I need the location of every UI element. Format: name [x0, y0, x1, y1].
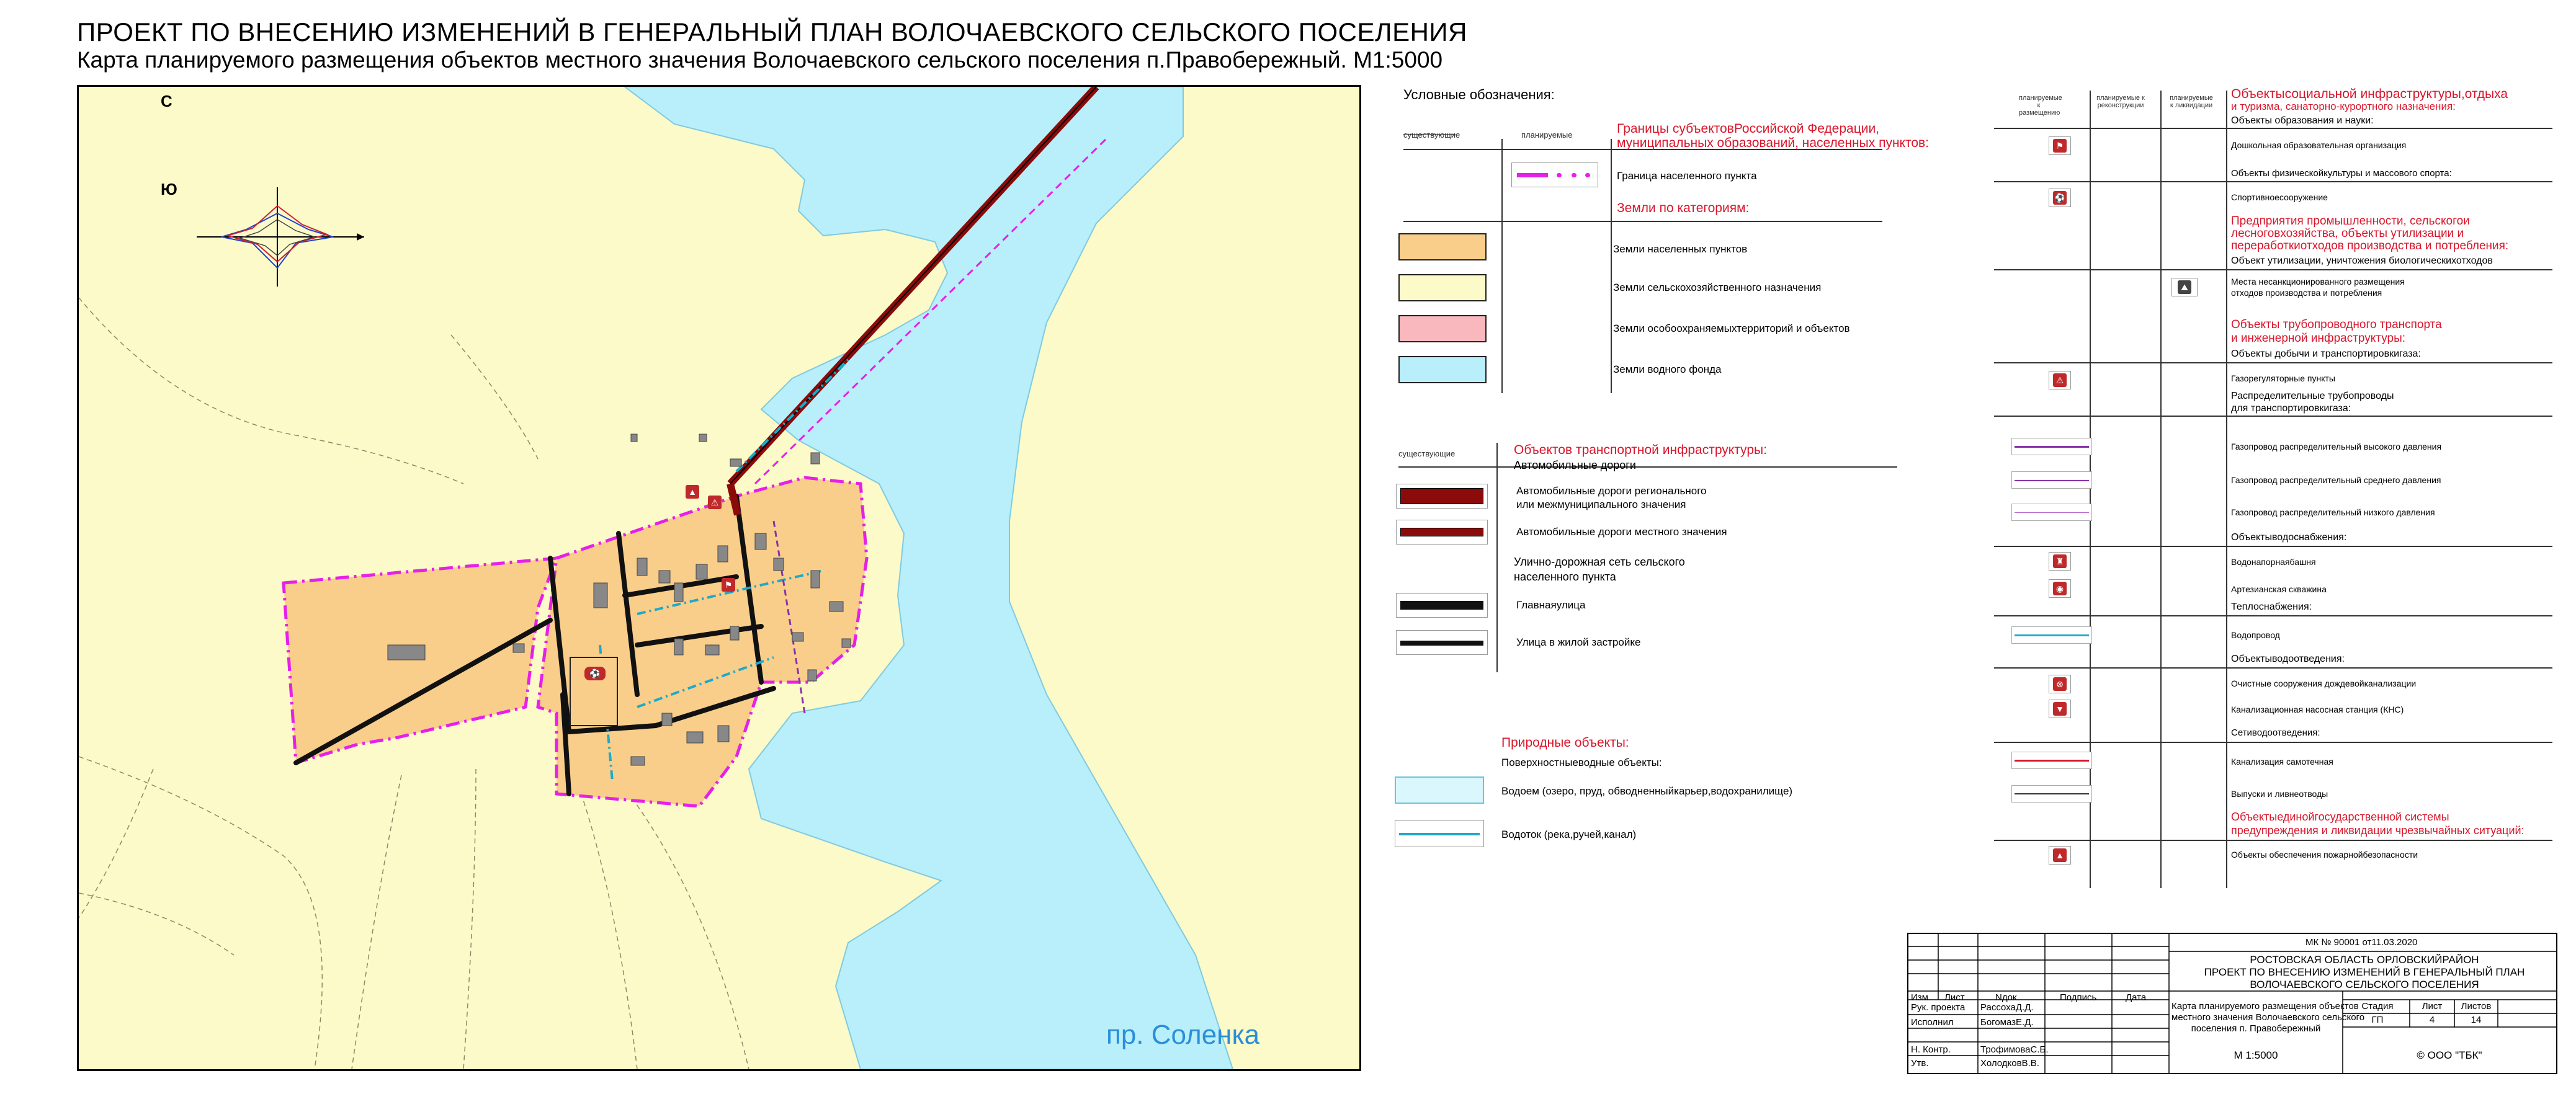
education-label: Объекты образования и науки:: [2231, 115, 2374, 126]
legend-col-existing: существующие: [1403, 130, 1460, 140]
land-label-water: Земли водного фонда: [1613, 363, 1722, 375]
gas-regulator-icon[interactable]: ⚠: [705, 493, 724, 512]
fire-safety-legend-icon: ▲: [2049, 846, 2071, 865]
regional-road-swatch: [1396, 484, 1488, 509]
pump-station-legend-icon: ▼: [2049, 700, 2071, 718]
land-swatch-protected: [1398, 315, 1487, 342]
land-swatch-settlement: [1398, 233, 1487, 260]
stamp-row4-name: ХолодковВ.В.: [1980, 1058, 2039, 1069]
stamp-region: РОСТОВСКАЯ ОБЛАСТЬ ОРЛОВСКИЙРАЙОН: [2250, 954, 2479, 966]
wind-rose: [178, 175, 377, 299]
stamp-hdr-izm: Изм.: [1911, 992, 1931, 1003]
stamp-row4-role: Утв.: [1911, 1058, 1929, 1069]
drainage-label: Объектыводоотведения:: [2231, 654, 2345, 664]
kindergarten-label: Дошкольная образовательная организация: [2231, 140, 2407, 150]
stamp-stage: ГП: [2371, 1015, 2384, 1025]
pipeline-l1: Объекты трубопроводного транспорта: [2231, 318, 2442, 331]
sewer-net-label: Сетиводоотведения:: [2231, 727, 2320, 738]
stamp-lists-hdr: Листов: [2461, 1001, 2492, 1012]
gravity-sewer-swatch: [2011, 752, 2092, 769]
stamp-hdr-ndok: Nдок.: [1995, 992, 2019, 1003]
residential-street-swatch: [1396, 630, 1488, 655]
water-pipe-label: Водопровод: [2231, 630, 2280, 640]
stamp-project-l2: ВОЛОЧАЕВСКОГО СЕЛЬСКОГО ПОСЕЛЕНИЯ: [2250, 979, 2479, 990]
page-subtitle: Карта планируемого размещения объектов местного значения Волочаевского сельского поселения п.Правобережный. М1:5000: [77, 47, 1443, 73]
transport-heading: Объектов транспортной инфраструктуры:: [1514, 443, 1767, 457]
social-heading-l2: и туризма, санаторно-курортного назначения:: [2231, 100, 2456, 112]
fire-safety-icon[interactable]: ▲: [683, 483, 702, 501]
compass-north-label: С: [161, 92, 172, 110]
road-regional-l2: или межмуниципального значения: [1516, 499, 1686, 510]
water-supply-label: Объектыводоснабжения:: [2231, 532, 2347, 543]
local-road-swatch: [1396, 520, 1488, 545]
land-label-agricultural: Земли сельскохозяйственного назначения: [1613, 282, 1822, 293]
treatment-label: Очистные сооружения дождевойканализации: [2231, 678, 2417, 688]
stamp-row3-role: Н. Контр.: [1911, 1044, 1951, 1055]
legend-heading: Условные обозначения:: [1403, 87, 1555, 102]
sport-heading: Объекты физическойкультуры и массового спорта:: [2231, 168, 2452, 179]
stamp-row2-role: Исполнил: [1911, 1017, 1954, 1028]
gas-low-swatch: [2011, 504, 2092, 521]
stamp-hdr-podpis: Подпись: [2060, 992, 2097, 1003]
water-tower-label: Водонапорнаябашня: [2231, 557, 2316, 567]
gas-dist-l1: Распределительные трубопроводы: [2231, 391, 2394, 401]
nature-heading: Природные объекты:: [1501, 736, 1629, 750]
water-body-label: Водоем (озеро, пруд, обводненныйкарьер,водохранилище): [1501, 785, 1793, 797]
gas-prod-label: Объекты добычи и транспортировкигаза:: [2231, 349, 2421, 359]
stamp-sheet-l3: поселения п. Правобережный: [2191, 1023, 2321, 1034]
stamp-company: © ООО "ТБК": [2417, 1049, 2482, 1061]
stamp-row1-role: Рук. проекта: [1911, 1002, 1966, 1013]
transport-sub: Автомобильные дороги: [1514, 459, 1636, 471]
dump-l2: отходов производства и потребления: [2231, 288, 2382, 298]
stamp-code: МК № 90001 от11.03.2020: [2305, 937, 2418, 948]
pipeline-l2: и инженерной инфраструктуры:: [2231, 332, 2406, 345]
stamp-row3-name: ТрофимоваС.Б.: [1980, 1044, 2049, 1055]
gas-reg-label: Газорегуляторные пункты: [2231, 373, 2335, 383]
artesian-legend-icon: ◉: [2049, 579, 2071, 598]
water-pipe-swatch: [2011, 626, 2092, 644]
land-label-protected: Земли особоохраняемыхтерриторий и объектов: [1613, 322, 1850, 334]
outlets-swatch: [2011, 785, 2092, 803]
emergency-l1: Объектыединойгосударственной системы: [2231, 811, 2449, 823]
main-street-label: Главнаяулица: [1516, 599, 1586, 611]
watercourse-swatch: [1395, 820, 1484, 847]
kindergarten-icon[interactable]: ⚑: [719, 576, 738, 594]
transport-col-existing: существующие: [1398, 449, 1456, 458]
stamp-list-hdr: Лист: [2422, 1001, 2443, 1012]
compass-south-label: Ю: [161, 180, 177, 198]
social-heading-l1: Объектысоциальной инфраструктуры,отдыха: [2231, 87, 2508, 101]
artesian-label: Артезианская скважина: [2231, 584, 2327, 594]
water-body-swatch: [1395, 776, 1484, 804]
road-regional-l1: Автомобильные дороги регионального: [1516, 485, 1707, 497]
stamp-hdr-list: Лист: [1944, 992, 1965, 1003]
gas-mid-label: Газопровод распределительный среднего давления: [2231, 475, 2441, 485]
water-tower-legend-icon: ♜: [2049, 552, 2071, 571]
settlement-border-label: Граница населенного пункта: [1617, 170, 1757, 182]
col-planned-place: планируемые к размещению: [2019, 94, 2062, 117]
gas-low-label: Газопровод распределительный низкого давления: [2231, 507, 2435, 517]
land-label-settlement: Земли населенных пунктов: [1613, 243, 1748, 255]
title-block: [1907, 933, 2557, 1074]
dump-l1: Места несанкционированного размещения: [2231, 277, 2405, 287]
gas-mid-swatch: [2011, 471, 2092, 489]
sport-facility-label: Спортивноесооружение: [2231, 192, 2328, 202]
residential-street-label: Улица в жилой застройке: [1516, 636, 1641, 648]
surface-water-label: Поверхностныеводные объекты:: [1501, 757, 1662, 768]
page-title: ПРОЕКТ ПО ВНЕСЕНИЮ ИЗМЕНЕНИЙ В ГЕНЕРАЛЬНЫЙ ПЛАН ВОЛОЧАЕВСКОГО СЕЛЬСКОГО ПОСЕЛЕНИЯ: [77, 17, 1467, 47]
street-net-l1: Улично-дорожная сеть сельского: [1514, 556, 1685, 568]
gas-high-label: Газопровод распределительный высокого давления: [2231, 442, 2442, 451]
stamp-sheet-l1: Карта планируемого размещения объектов: [2171, 1001, 2359, 1012]
outlets-label: Выпуски и ливнеотводы: [2231, 789, 2328, 799]
pump-station-label: Канализационная насосная станция (КНС): [2231, 705, 2404, 714]
industry-l3: переработкиотходов производства и потребления:: [2231, 239, 2509, 252]
stamp-stage-hdr: Стадия: [2361, 1001, 2394, 1012]
stamp-lists: 14: [2471, 1015, 2482, 1025]
gas-reg-legend-icon: ⚠: [2049, 371, 2071, 389]
kindergarten-legend-icon: ⚑: [2049, 136, 2071, 155]
stamp-scale: М 1:5000: [2234, 1049, 2278, 1061]
stamp-sheet-l2: местного значения Волочаевского сельского: [2171, 1012, 2365, 1023]
fire-safety-label: Объекты обеспечения пожарнойбезопасности: [2231, 850, 2418, 860]
stamp-list: 4: [2429, 1015, 2435, 1025]
utilization-label: Объект утилизации, уничтожения биологическихотходов: [2231, 256, 2493, 266]
settlement-border-swatch: [1511, 162, 1598, 187]
industry-l2: лесноговхозяйства, объекты утилизации и: [2231, 227, 2464, 240]
emergency-l2: предупреждения и ликвидации чрезвычайных ситуаций:: [2231, 824, 2525, 837]
stamp-hdr-data: Дата: [2126, 992, 2147, 1003]
stamp-project-l1: ПРОЕКТ ПО ВНЕСЕНИЮ ИЗМЕНЕНИЙ В ГЕНЕРАЛЬНЫЙ ПЛАН: [2204, 966, 2525, 978]
stamp-row2-name: БогомазЕ.Д.: [1980, 1017, 2034, 1028]
street-net-l2: населенного пункта: [1514, 571, 1616, 583]
col-planned-liquidate: планируемые к ликвидации: [2170, 94, 2213, 109]
legend-land-heading: Земли по категориям:: [1617, 201, 1750, 215]
treatment-legend-icon: ⊗: [2049, 675, 2071, 693]
legend-col-planned: планируемые: [1521, 130, 1573, 140]
heat-supply-label: Теплоснабжения:: [2231, 602, 2312, 612]
col-planned-reconstruct: планируемые к реконструкции: [2096, 94, 2145, 109]
sport-facility-icon[interactable]: ⚽: [583, 665, 607, 682]
industry-l1: Предприятия промышленности, сельскогои: [2231, 215, 2470, 228]
road-local-label: Автомобильные дороги местного значения: [1516, 526, 1727, 538]
legend-borders-heading: Границы субъектовРоссийской Федерации, муниципальных образований, населенных пунктов:: [1617, 122, 1930, 150]
map-frame[interactable]: [77, 85, 1361, 1071]
gas-high-swatch: [2011, 438, 2092, 455]
gravity-sewer-label: Канализация самотечная: [2231, 757, 2333, 767]
watercourse-label: Водоток (река,ручей,канал): [1501, 829, 1637, 840]
stamp-row1-name: РассохаД.Д.: [1980, 1002, 2034, 1013]
main-street-swatch: [1396, 593, 1488, 618]
gas-dist-l2: для транспортировкигаза:: [2231, 403, 2351, 414]
land-swatch-agricultural: [1398, 274, 1487, 301]
sport-legend-icon: ⚽: [2049, 189, 2071, 207]
dump-legend-icon: ⛰: [2171, 278, 2198, 296]
river-label: пр. Соленка: [1106, 1020, 1260, 1050]
land-swatch-water: [1398, 356, 1487, 383]
